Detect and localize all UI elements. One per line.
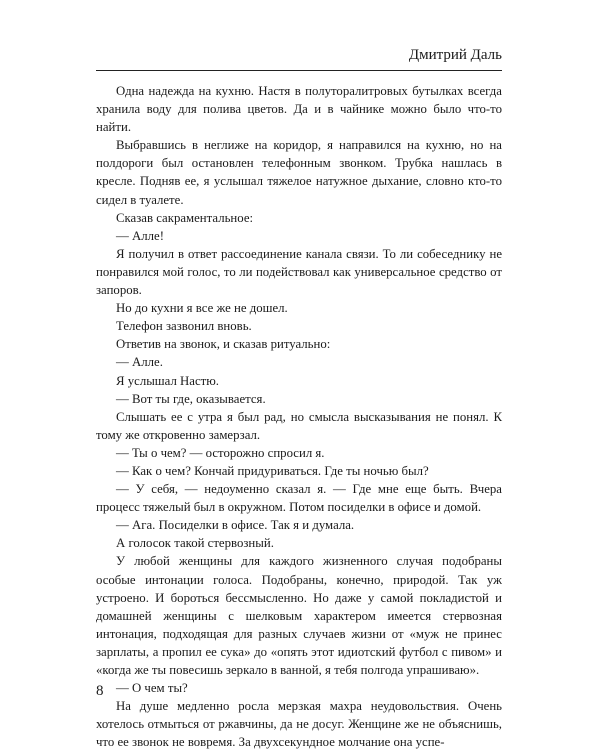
dialogue-line: — Алле! bbox=[116, 228, 164, 243]
dialogue-line: — Ты о чем? — осторожно спросил я. bbox=[116, 445, 325, 460]
paragraph: А голосок такой стервозный. bbox=[116, 536, 274, 551]
paragraph: Я услышал Настю. bbox=[116, 373, 219, 388]
author-name: Дмитрий Даль bbox=[408, 47, 502, 63]
paragraph: Сказав сакраментальное: bbox=[116, 210, 254, 225]
paragraph: Одна надежда на кухню. Настя в полуторалитровых бутылках всегда хранила воду для полива цветов. Да и в чайнике можно было что-то найти. bbox=[96, 84, 502, 135]
paragraph: Я получил в ответ рассоединение канала связи. То ли собеседнику не понравился мой голос, то ли подействовал как универсальное средство от запоров. bbox=[96, 246, 502, 298]
dialogue-line: — Алле. bbox=[116, 355, 163, 370]
dialogue-line: — Как о чем? Кончай придуриваться. Где ты ночью был? bbox=[116, 463, 429, 478]
dialogue-line: — Ага. Посиделки в офисе. Так я и думала. bbox=[116, 518, 355, 533]
paragraph: Выбравшись в неглиже на коридор, я направился на кухню, но на полдороги был остановлен телефонным звонком. Трубка нашлась в кресле. Подняв ее, я услышал тяжелое натужное дыхание, словно кто-то сидел в туалете. bbox=[96, 138, 502, 207]
paragraph: Ответив на звонок, и сказав ритуально: bbox=[116, 337, 331, 352]
paragraph: Слышать ее с утра я был рад, но смысла высказывания не понял. К тому же откровенно замерзал. bbox=[96, 409, 502, 442]
dialogue-line: — У себя, — недоуменно сказал я. — Где мне еще быть. Вчера процесс тяжелый был в окружном. Потом посиделки в офисе и домой. bbox=[96, 482, 502, 515]
running-header bbox=[96, 44, 502, 71]
dialogue-line: — Вот ты где, оказывается. bbox=[116, 391, 266, 406]
body-text bbox=[96, 82, 502, 751]
paragraph: Но до кухни я все же не дошел. bbox=[116, 301, 288, 316]
paragraph: Телефон зазвонил вновь. bbox=[116, 319, 252, 334]
dialogue-line: — О чем ты? bbox=[116, 681, 188, 696]
paragraph: На душе медленно росла мерзкая махра неудовольствия. Очень хотелось отмыться от ржавчины, да не досуг. Женщине же не объяснишь, что ее звонок не вовремя. За двухсекундное молчание она успе- bbox=[96, 699, 502, 750]
page-number: 8 bbox=[96, 683, 104, 699]
paragraph: У любой женщины для каждого жизненного случая подобраны особые интонации голоса. Подобраны, конечно, природой. Так уж устроено. И бороться бессмысленно. Но даже у самой покладистой и домашней женщины с шелковым характером имеется стервозная интонация, подходящая для разных случаев жизни от «муж не принес зарплаты, а пропил ее сука» до «опять этот идиотский футбол с пивом» и «когда же ты повесишь зеркало в ванной, я тебя полгода упрашиваю». bbox=[96, 554, 502, 677]
